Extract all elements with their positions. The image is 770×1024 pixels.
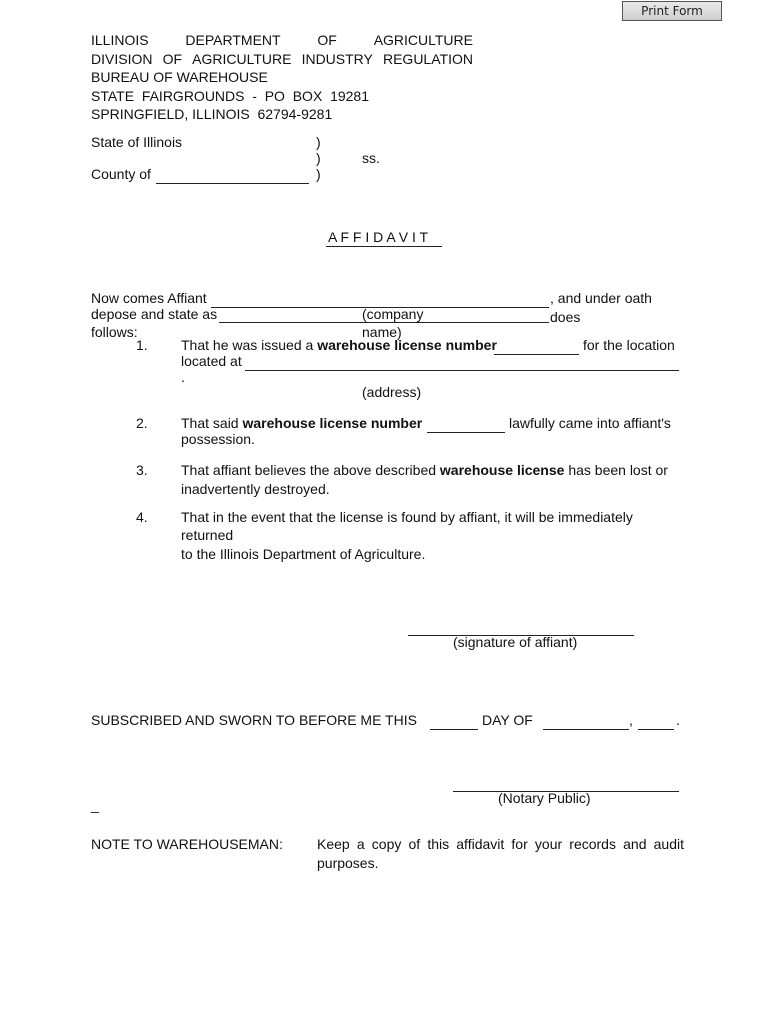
company-name-label: (company	[362, 306, 424, 322]
item-4-line2: returned	[181, 527, 234, 543]
header-word: ILLINOIS	[91, 32, 149, 48]
under-oath-label: , and under oath	[550, 290, 652, 306]
now-comes-label: Now comes Affiant	[91, 290, 207, 306]
month-field[interactable]	[543, 729, 629, 730]
paren: )	[316, 134, 321, 150]
follows-label: follows:	[91, 324, 138, 340]
ss-label: ss.	[362, 150, 380, 166]
paren: )	[316, 150, 321, 166]
state-label: State of Illinois	[91, 134, 183, 150]
item-text: has been lost or	[564, 462, 668, 478]
header-word: OF	[317, 32, 337, 48]
note-label: NOTE TO WAREHOUSEMAN:	[91, 836, 283, 852]
license-number-field[interactable]	[494, 354, 579, 355]
header-line-2	[91, 50, 473, 68]
sworn-label: SUBSCRIBED AND SWORN TO BEFORE ME THIS	[91, 712, 417, 728]
note-line-2: purposes.	[317, 855, 379, 871]
item-2-line2: possession.	[181, 431, 255, 447]
item-1-post: for the location	[583, 337, 675, 353]
day-of-label: DAY OF	[482, 712, 533, 728]
item-4-line1: That in the event that the license is found by affiant, it will be immediately	[181, 509, 633, 525]
comma: ,	[629, 712, 633, 728]
period: .	[676, 712, 680, 728]
depose-label: depose and state as	[91, 306, 218, 322]
item-number: 4.	[136, 509, 148, 525]
address-label: (address)	[362, 384, 422, 400]
item-text: That said	[181, 415, 243, 431]
item-bold: warehouse license number	[317, 337, 497, 353]
item-3-text	[181, 461, 668, 479]
item-text: That he was issued a	[181, 337, 318, 353]
item-bold: warehouse license number	[242, 415, 423, 431]
note-line-1: Keep a copy of this affidavit for your records and audit	[317, 836, 684, 852]
does-label: does	[550, 309, 581, 325]
year-field[interactable]	[638, 729, 674, 730]
header-bureau: BUREAU OF WAREHOUSE	[91, 69, 268, 85]
company-name-label: name)	[362, 324, 402, 340]
county-label: County of	[91, 166, 151, 182]
day-field[interactable]	[430, 729, 478, 730]
header-city: SPRINGFIELD, ILLINOIS 62794-9281	[91, 106, 333, 122]
address-field[interactable]	[245, 370, 679, 371]
header-word: REGULATION	[382, 51, 473, 67]
header-line-1	[91, 31, 473, 49]
print-form-button[interactable]: Print Form	[622, 1, 722, 21]
header-word: AGRICULTURE	[373, 32, 473, 48]
item-4-line3: to the Illinois Department of Agriculture.	[181, 546, 426, 562]
county-field[interactable]	[156, 183, 309, 184]
title-underline	[326, 246, 442, 247]
license-number-field-2[interactable]	[427, 432, 505, 433]
header-word: AGRICULTURE	[192, 51, 292, 67]
header-word: DEPARTMENT	[185, 32, 281, 48]
header-word: DIVISION	[91, 51, 153, 67]
item-text: That affiant believes the above described	[181, 462, 440, 478]
header-word: OF	[162, 51, 183, 67]
item-number: 1.	[136, 337, 148, 353]
notary-label: (Notary Public)	[498, 790, 591, 806]
dash-mark: _	[91, 797, 99, 813]
item-number: 3.	[136, 462, 148, 478]
signature-label: (signature of affiant)	[453, 634, 578, 650]
paren: )	[316, 166, 321, 182]
item-2-post: lawfully came into affiant's	[509, 415, 671, 431]
item-bold: warehouse license	[439, 462, 565, 478]
header-word: INDUSTRY	[301, 51, 373, 67]
page-title: A F F I D A V I T	[328, 229, 429, 245]
located-at-label: located at	[181, 353, 242, 369]
item-1-dot: .	[181, 369, 185, 385]
header-address: STATE FAIRGROUNDS - PO BOX 19281	[91, 88, 369, 104]
item-number: 2.	[136, 415, 148, 431]
item-3-line2: inadvertently destroyed.	[181, 481, 330, 497]
